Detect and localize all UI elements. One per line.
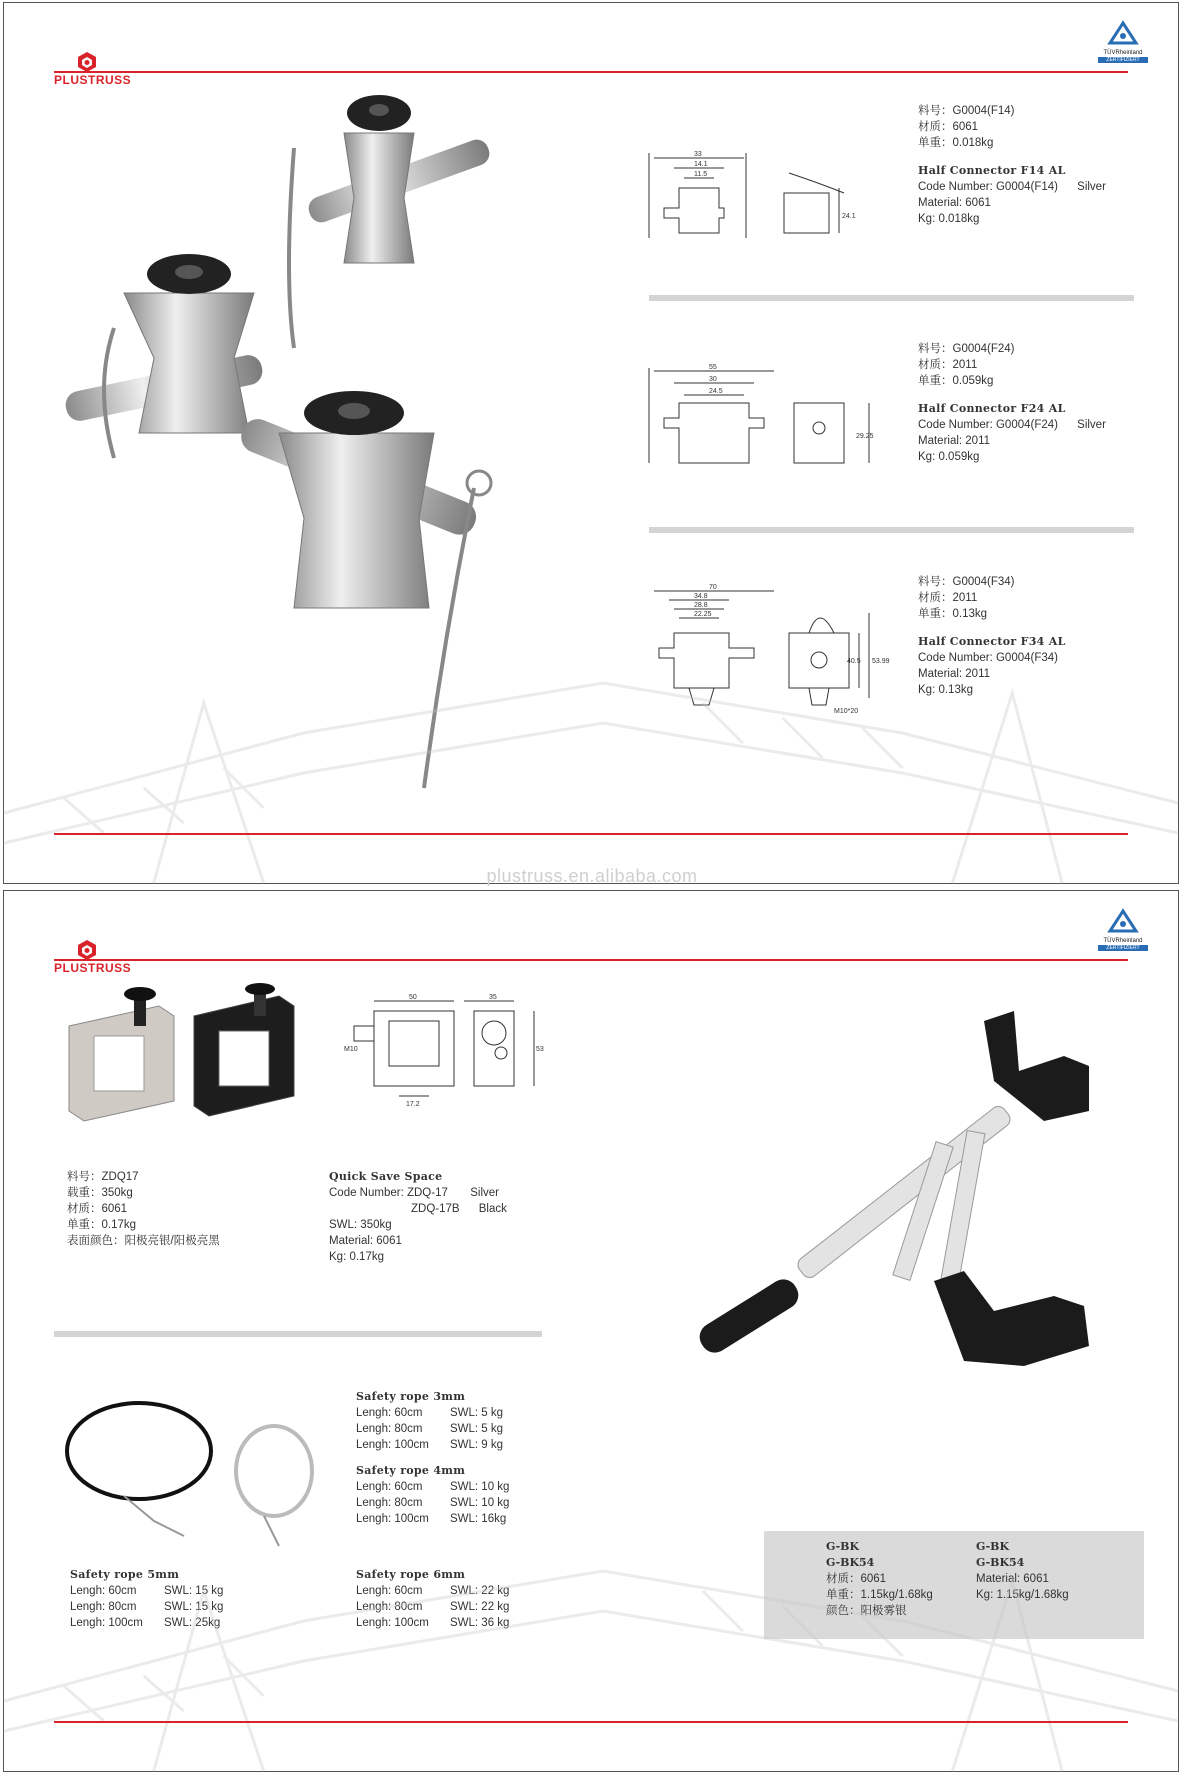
gbk-cn-model-54: G-BK54: [826, 1556, 875, 1569]
dim-c: 22.25: [694, 611, 712, 618]
rope4-len-80: Lengh: 80cm: [356, 1497, 423, 1509]
dim-slot: 17.2: [406, 1101, 420, 1108]
dim-total-height: 53.99: [872, 658, 890, 665]
rope4-swl-60: SWL: 10 kg: [450, 1481, 510, 1493]
f14-cn-material: 材质：6061: [918, 121, 979, 133]
rope3-len-100: Lengh: 100cm: [356, 1439, 429, 1451]
rope5-swl-80: SWL: 15 kg: [164, 1601, 224, 1613]
dim-thread: M10*20: [834, 708, 859, 715]
section-divider: [649, 295, 1134, 301]
rope3-swl-100: SWL: 9 kg: [450, 1439, 504, 1451]
f14-code: Code Number: G0004(F14): [918, 181, 1058, 193]
zdq-cn-material: 材质：6061: [67, 1203, 128, 1215]
cert-name: TÜVRheinland: [1103, 50, 1143, 56]
section-divider: [649, 527, 1134, 533]
brand-name: PLUSTRUSS: [54, 961, 132, 975]
rope4-swl-100: SWL: 16kg: [450, 1513, 507, 1525]
f24-kg: Kg: 0.059kg: [918, 451, 980, 463]
zdq17-technical-drawing: [344, 991, 544, 1111]
rope5-len-80: Lengh: 80cm: [70, 1601, 137, 1613]
zdq-cn-code: 料号：ZDQ17: [67, 1171, 139, 1183]
f24-spec: [918, 341, 1106, 465]
rope6-len-80: Lengh: 80cm: [356, 1601, 423, 1613]
tuv-certification-badge: [1098, 21, 1148, 67]
dim-width: 50: [409, 994, 417, 1001]
brand-name: PLUSTRUSS: [54, 73, 132, 87]
gbk-cn-color: 颜色：阳极雾银: [826, 1605, 907, 1617]
f24-cn-code: 料号：G0004(F24): [918, 343, 1015, 355]
f24-technical-drawing: [644, 363, 884, 478]
g-bk-tool-photo: [664, 1001, 1144, 1421]
rope5-swl-60: SWL: 15 kg: [164, 1585, 224, 1597]
f14-cn-weight: 单重：0.018kg: [918, 137, 994, 149]
rope3-title: Safety rope 3mm: [356, 1390, 466, 1403]
rope5-swl-100: SWL: 25kg: [164, 1617, 221, 1629]
zdq-swl: SWL: 350kg: [329, 1219, 392, 1231]
zdq-title: Quick Save Space: [329, 1170, 443, 1183]
zdq-code-color: Silver: [470, 1187, 500, 1199]
gbk-model-54: G-BK54: [976, 1556, 1025, 1569]
dim-height: 40.5: [847, 658, 861, 665]
watermark: plustruss.en.alibaba.com: [486, 866, 698, 886]
zdq17-cn-spec: [67, 1169, 220, 1249]
gbk-cn-material: 材质：6061: [826, 1573, 887, 1585]
rope3-swl-80: SWL: 5 kg: [450, 1423, 504, 1435]
f24-title: Half Connector F24 AL: [918, 402, 1066, 415]
cert-name: TÜVRheinland: [1103, 938, 1143, 944]
f24-cn-material: 材质：2011: [918, 359, 978, 371]
gbk-kg: Kg: 1.15kg/1.68kg: [976, 1589, 1069, 1601]
zdq17-silver-photo: [69, 987, 174, 1121]
footer-rule: [54, 1721, 1128, 1723]
tuv-certification-badge: [1098, 909, 1148, 955]
gbk-cn-weight: 单重：1.15kg/1.68kg: [826, 1589, 933, 1601]
dim-inner: 14.1: [694, 161, 708, 168]
dim-height: 24.1: [842, 213, 856, 220]
zdq17b-black-photo: [194, 983, 294, 1116]
header-rule: [54, 959, 1128, 961]
zdq17-spec: [329, 1169, 507, 1265]
gbk-cn-model: G-BK: [826, 1540, 860, 1553]
rope3-swl-60: SWL: 5 kg: [450, 1407, 504, 1419]
dim-depth: 35: [489, 994, 497, 1001]
dim-pin: 24.5: [709, 388, 723, 395]
dim-pin: 11.5: [694, 171, 708, 178]
zdq-material: Material: 6061: [329, 1235, 402, 1247]
rope5-len-60: Lengh: 60cm: [70, 1585, 137, 1597]
rope6-title: Safety rope 6mm: [356, 1568, 466, 1581]
f34-title: Half Connector F34 AL: [918, 635, 1066, 648]
grip-handle: [694, 1274, 803, 1358]
f14-material: Material: 6061: [918, 197, 991, 209]
f14-technical-drawing: [644, 148, 854, 263]
f24-cn-weight: 单重：0.059kg: [918, 375, 994, 387]
rope6-len-100: Lengh: 100cm: [356, 1617, 429, 1629]
cert-band: ZERTIFIZIERT: [1098, 57, 1148, 63]
truss-background-illustration: [4, 583, 1178, 883]
dim-height: 53: [536, 1046, 544, 1053]
f34-material: Material: 2011: [918, 668, 991, 680]
dim-a: 34.8: [694, 593, 708, 600]
f14-title: Half Connector F14 AL: [918, 164, 1066, 177]
rope6-swl-100: SWL: 36 kg: [450, 1617, 510, 1629]
footer-rule: [54, 833, 1128, 835]
cert-band: ZERTIFIZIERT: [1098, 945, 1148, 951]
rope4-len-100: Lengh: 100cm: [356, 1513, 429, 1525]
bottom-bracket: [934, 1271, 1089, 1366]
dim-thread: M10: [344, 1046, 358, 1053]
quick-save-space-photos: [64, 986, 304, 1131]
dim-width: 55: [709, 364, 717, 371]
zdq-cn-surface: 表面颜色：阳极亮银/阳极亮黑: [67, 1235, 220, 1247]
rope5-title: Safety rope 5mm: [70, 1568, 180, 1581]
f14-kg: Kg: 0.018kg: [918, 213, 980, 225]
f34-cn-code: 料号：G0004(F34): [918, 576, 1015, 588]
rope5-len-100: Lengh: 100cm: [70, 1617, 143, 1629]
rope6-len-60: Lengh: 60cm: [356, 1585, 423, 1597]
zdq-cn-weight: 单重：0.17kg: [67, 1219, 137, 1231]
zdq-kg: Kg: 0.17kg: [329, 1251, 384, 1263]
gbk-material: Material: 6061: [976, 1573, 1049, 1585]
plustruss-logo-icon: [76, 51, 98, 73]
f24-material: Material: 2011: [918, 435, 991, 447]
tuv-triangle-icon: [1108, 909, 1138, 933]
dim-b: 28.8: [694, 602, 708, 609]
dim-inner: 30: [709, 376, 717, 383]
rope3-len-60: Lengh: 60cm: [356, 1407, 423, 1419]
connector-f24-photo: [63, 254, 265, 458]
rope4-swl-80: SWL: 10 kg: [450, 1497, 510, 1509]
f24-code: Code Number: G0004(F24): [918, 419, 1058, 431]
dim-width: 70: [709, 584, 717, 591]
rope4-title: Safety rope 4mm: [356, 1464, 466, 1477]
safety-rope-3mm-spec: [356, 1389, 503, 1453]
header-rule: [54, 71, 1128, 73]
f34-cn-material: 材质：2011: [918, 592, 978, 604]
f34-kg: Kg: 0.13kg: [918, 684, 973, 696]
rope6-swl-80: SWL: 22 kg: [450, 1601, 510, 1613]
connector-f14-photo: [289, 95, 493, 348]
section-divider: [54, 1331, 542, 1337]
rope6-swl-60: SWL: 22 kg: [450, 1585, 510, 1597]
zdq-code2-color: Black: [478, 1203, 507, 1215]
f14-cn-code: 料号：G0004(F14): [918, 105, 1015, 117]
dim-height: 29.25: [856, 433, 874, 440]
plustruss-logo-icon: [76, 939, 98, 961]
f34-cn-weight: 单重：0.13kg: [918, 608, 988, 620]
truss-background-illustration: [4, 1471, 1178, 1771]
dim-width: 33: [694, 151, 702, 158]
catalog-page-2: [3, 890, 1179, 1772]
zdq-code2: ZDQ-17B: [411, 1203, 460, 1215]
zdq-code: Code Number: ZDQ-17: [329, 1187, 448, 1199]
top-bracket: [984, 1011, 1089, 1121]
tuv-triangle-icon: [1108, 21, 1138, 45]
catalog-page-1: [3, 2, 1179, 884]
rope4-len-60: Lengh: 60cm: [356, 1481, 423, 1493]
f34-code: Code Number: G0004(F34): [918, 652, 1058, 664]
f24-color: Silver: [1077, 419, 1106, 431]
gbk-model: G-BK: [976, 1540, 1010, 1553]
f14-color: Silver: [1077, 181, 1106, 193]
zdq-cn-load: 载重：350kg: [67, 1187, 133, 1199]
rope3-len-80: Lengh: 80cm: [356, 1423, 423, 1435]
f14-spec: [918, 103, 1106, 227]
